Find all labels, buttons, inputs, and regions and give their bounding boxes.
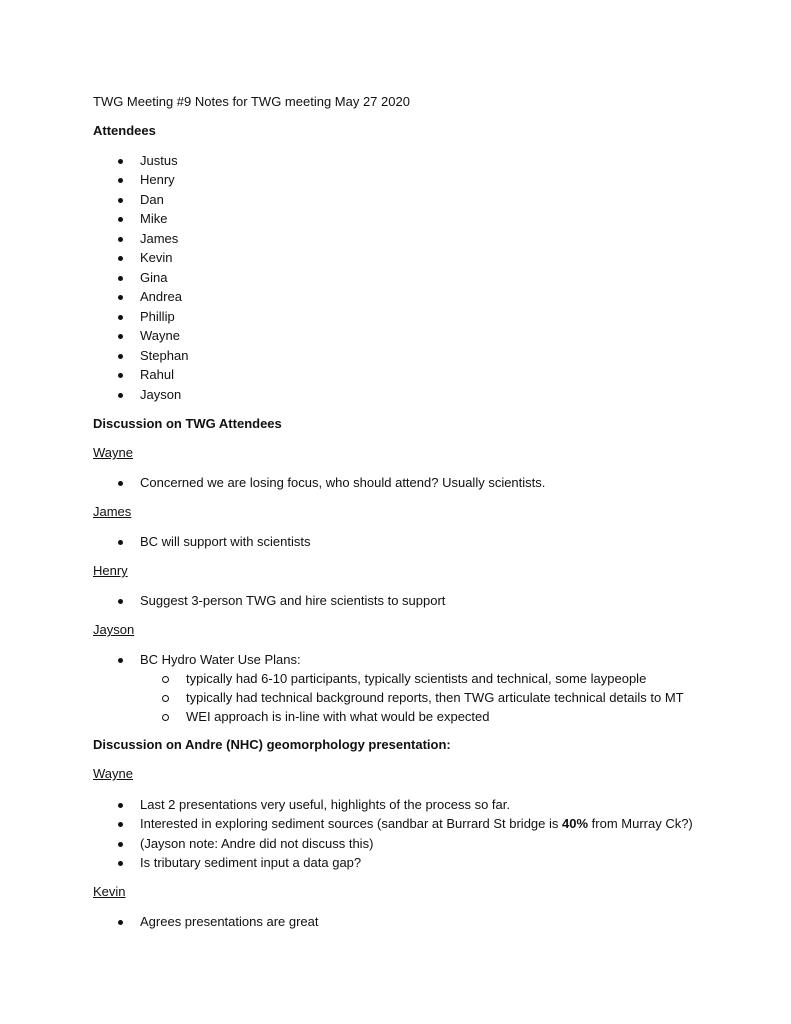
list-item: James — [140, 231, 179, 246]
bullet-icon — [118, 198, 123, 203]
bullet-icon — [118, 861, 123, 866]
speaker-name: Kevin — [93, 884, 126, 899]
bullet-icon — [118, 658, 123, 663]
list-item: Henry — [140, 172, 175, 187]
list-item: BC Hydro Water Use Plans: — [140, 652, 301, 667]
list-item: (Jayson note: Andre did not discuss this) — [140, 836, 374, 851]
attendees-heading: Attendees — [93, 123, 156, 138]
list-item: Jayson — [140, 387, 182, 402]
bullet-icon — [118, 334, 123, 339]
list-item: BC will support with scientists — [140, 534, 311, 549]
bullet-icon — [118, 373, 123, 378]
list-item: Agrees presentations are great — [140, 914, 319, 929]
section-heading: Discussion on Andre (NHC) geomorphology presentation: — [93, 737, 451, 752]
speaker-name: Jayson — [93, 622, 135, 637]
bullet-icon — [118, 842, 123, 847]
bullet-icon — [118, 481, 123, 486]
list-item-text: Interested in exploring sediment sources (sandbar at Burrard St bridge is — [140, 816, 562, 831]
list-item-text: from Murray Ck?) — [588, 816, 693, 831]
list-item: Kevin — [140, 250, 173, 265]
section-heading: Discussion on TWG Attendees — [93, 416, 282, 431]
bullet-icon — [118, 599, 123, 604]
document-title: TWG Meeting #9 Notes for TWG meeting May 27 2020 — [93, 94, 410, 109]
list-item: Stephan — [140, 348, 189, 363]
list-item: Phillip — [140, 309, 175, 324]
bullet-icon — [118, 295, 123, 300]
sub-bullet-icon — [162, 695, 169, 702]
sub-bullet-icon — [162, 676, 169, 683]
list-item: Andrea — [140, 289, 182, 304]
bullet-icon — [118, 822, 123, 827]
bullet-icon — [118, 354, 123, 359]
bullet-icon — [118, 393, 123, 398]
list-item: Rahul — [140, 367, 174, 382]
list-item: Dan — [140, 192, 164, 207]
bullet-icon — [118, 217, 123, 222]
speaker-name: Wayne — [93, 445, 133, 460]
list-item: Suggest 3-person TWG and hire scientists to support — [140, 593, 446, 608]
list-item: Mike — [140, 211, 168, 226]
list-item: Last 2 presentations very useful, highlights of the process so far. — [140, 797, 510, 812]
sub-list-item: WEI approach is in-line with what would be expected — [186, 709, 490, 724]
list-item — [140, 816, 693, 832]
sub-list-item: typically had 6-10 participants, typically scientists and technical, some laypeople — [186, 671, 647, 686]
speaker-name: Wayne — [93, 766, 133, 781]
speaker-name: James — [93, 504, 132, 519]
bullet-icon — [118, 540, 123, 545]
bullet-icon — [118, 803, 123, 808]
list-item-bold-text: 40% — [562, 816, 589, 831]
list-item: Justus — [140, 153, 178, 168]
sub-bullet-icon — [162, 714, 169, 721]
speaker-name: Henry — [93, 563, 128, 578]
sub-list-item: typically had technical background reports, then TWG articulate technical details to MT — [186, 690, 684, 705]
bullet-icon — [118, 159, 123, 164]
list-item: Concerned we are losing focus, who should attend? Usually scientists. — [140, 475, 546, 490]
list-item: Wayne — [140, 328, 180, 343]
bullet-icon — [118, 276, 123, 281]
bullet-icon — [118, 256, 123, 261]
list-item: Gina — [140, 270, 168, 285]
bullet-icon — [118, 315, 123, 320]
bullet-icon — [118, 178, 123, 183]
list-item: Is tributary sediment input a data gap? — [140, 855, 362, 870]
bullet-icon — [118, 920, 123, 925]
bullet-icon — [118, 237, 123, 242]
